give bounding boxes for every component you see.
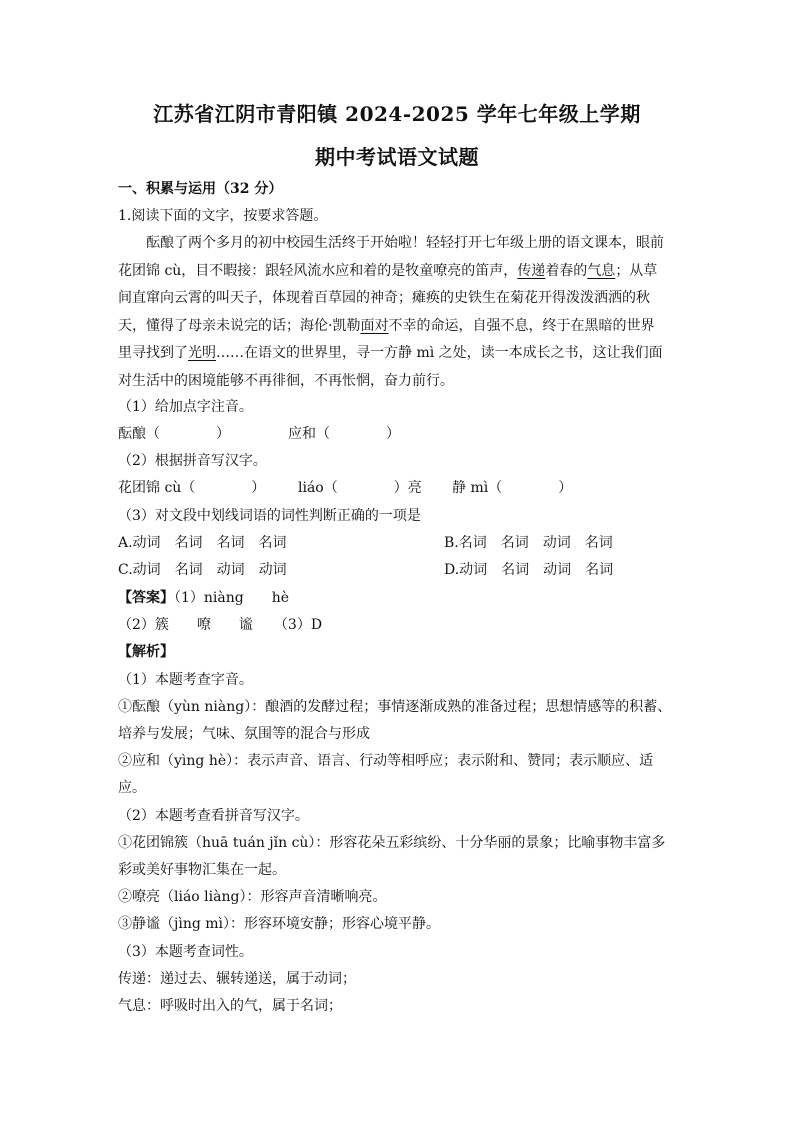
passage-text: ……在语文的世界里，寻一方静 mì 之处，读一本成长之书，这让我们面对生活中的困境能够不再徘徊，不再怅惘，奋力前行。 [118, 345, 663, 389]
analysis-line: （3）本题考查词性。 [118, 944, 253, 960]
choice-option-d: D.动词 名词 动词 名词 [444, 562, 614, 578]
choice-option-a: A.动词 名词 名词 名词 [118, 535, 287, 551]
document-title-line2: 期中考试语文试题 [315, 145, 479, 169]
answer-blank: 应和（ ） [288, 426, 400, 442]
analysis-line: （2）本题考查看拼音写汉字。 [118, 808, 309, 824]
answer-blank: 酝酿（ ） [118, 426, 230, 442]
analysis-label: 【解析】 [118, 644, 174, 660]
answer-label: 【答案】 [118, 590, 174, 606]
analysis-line: 应。 [118, 780, 146, 796]
passage-text: 不幸的命运，自强不息，终于在黑暗的世界里寻找到了 [118, 317, 655, 362]
passage-text: 酝酿了两个多月的初中校园生活终于开始啦！轻轻打开七年级上册的语文课本，眼前花团锦 cù，目不暇接：跟轻风流水应和着的是牧童嘹亮的笛声， [118, 235, 664, 279]
answer-blank: liáo（ ）亮 [298, 480, 422, 496]
analysis-line: ③静谧（jìng mì）：形容环境安静；形容心境平静。 [118, 916, 440, 932]
underlined-word: 传递 [517, 262, 546, 279]
analysis-line: （1）本题考查字音。 [118, 672, 253, 688]
analysis-line: ①花团锦簇（huā tuán jǐn cù）：形容花朵五彩缤纷、十分华丽的景象；比喻事物丰富多 [118, 835, 666, 851]
underlined-word: 面对 [360, 317, 389, 334]
answer-blank: 静 mì（ ） [452, 480, 573, 496]
sub-question-1: （1）给加点字注音。 [118, 399, 253, 415]
underlined-word: 气息 [587, 262, 616, 279]
section-heading: 一、积累与运用（32 分） [118, 181, 283, 197]
analysis-line: ①酝酿（yùn niàng）：酿酒的发酵过程；事情逐渐成熟的准备过程；思想情感等的积蓄、 [118, 699, 672, 715]
answer-line: （1）niàng hè [174, 590, 290, 606]
answer-blank: 花团锦 cù（ ） [118, 480, 266, 496]
choice-option-b: B.名词 名词 动词 名词 [444, 535, 613, 551]
passage-text: ；从草间直窜向云霄的叫天子，体现着百草园的神奇；瘫痪的史铁生在菊花开得泼泼洒洒的秋天，懂得了母亲未说完的话；海伦·凯勒 [118, 262, 658, 334]
reading-passage [118, 230, 666, 396]
sub-question-2: （2）根据拼音写汉字。 [118, 453, 267, 469]
answer-section [118, 589, 289, 607]
analysis-line: 培养与发展；气味、氛围等的混合与形成 [118, 726, 370, 742]
answer-line: （2）簇 嘹 谧 （3）D [118, 617, 323, 633]
analysis-line: 气息：呼吸时出入的气，属于名词； [118, 998, 342, 1014]
sub-question-3: （3）对文段中划线词语的词性判断正确的一项是 [118, 508, 421, 524]
analysis-line: ②应和（yìng hè）：表示声音、语言、行动等相呼应；表示附和、赞同；表示顺应、适 [118, 753, 654, 769]
document-title-line1: 江苏省江阴市青阳镇 2024-2025 学年七年级上学期 [153, 102, 641, 126]
analysis-line: 传递：递过去、辗转递送，属于动词； [118, 971, 356, 987]
question-prompt: 1.阅读下面的文字，按要求答题。 [118, 208, 328, 224]
choice-option-c: C.动词 名词 动词 动词 [118, 562, 287, 578]
underlined-word: 光明 [188, 345, 216, 362]
analysis-line: ②嘹亮（liáo liàng）：形容声音清晰响亮。 [118, 889, 387, 905]
analysis-line: 彩或美好事物汇集在一起。 [118, 862, 286, 878]
passage-text: 着春的 [545, 262, 588, 279]
